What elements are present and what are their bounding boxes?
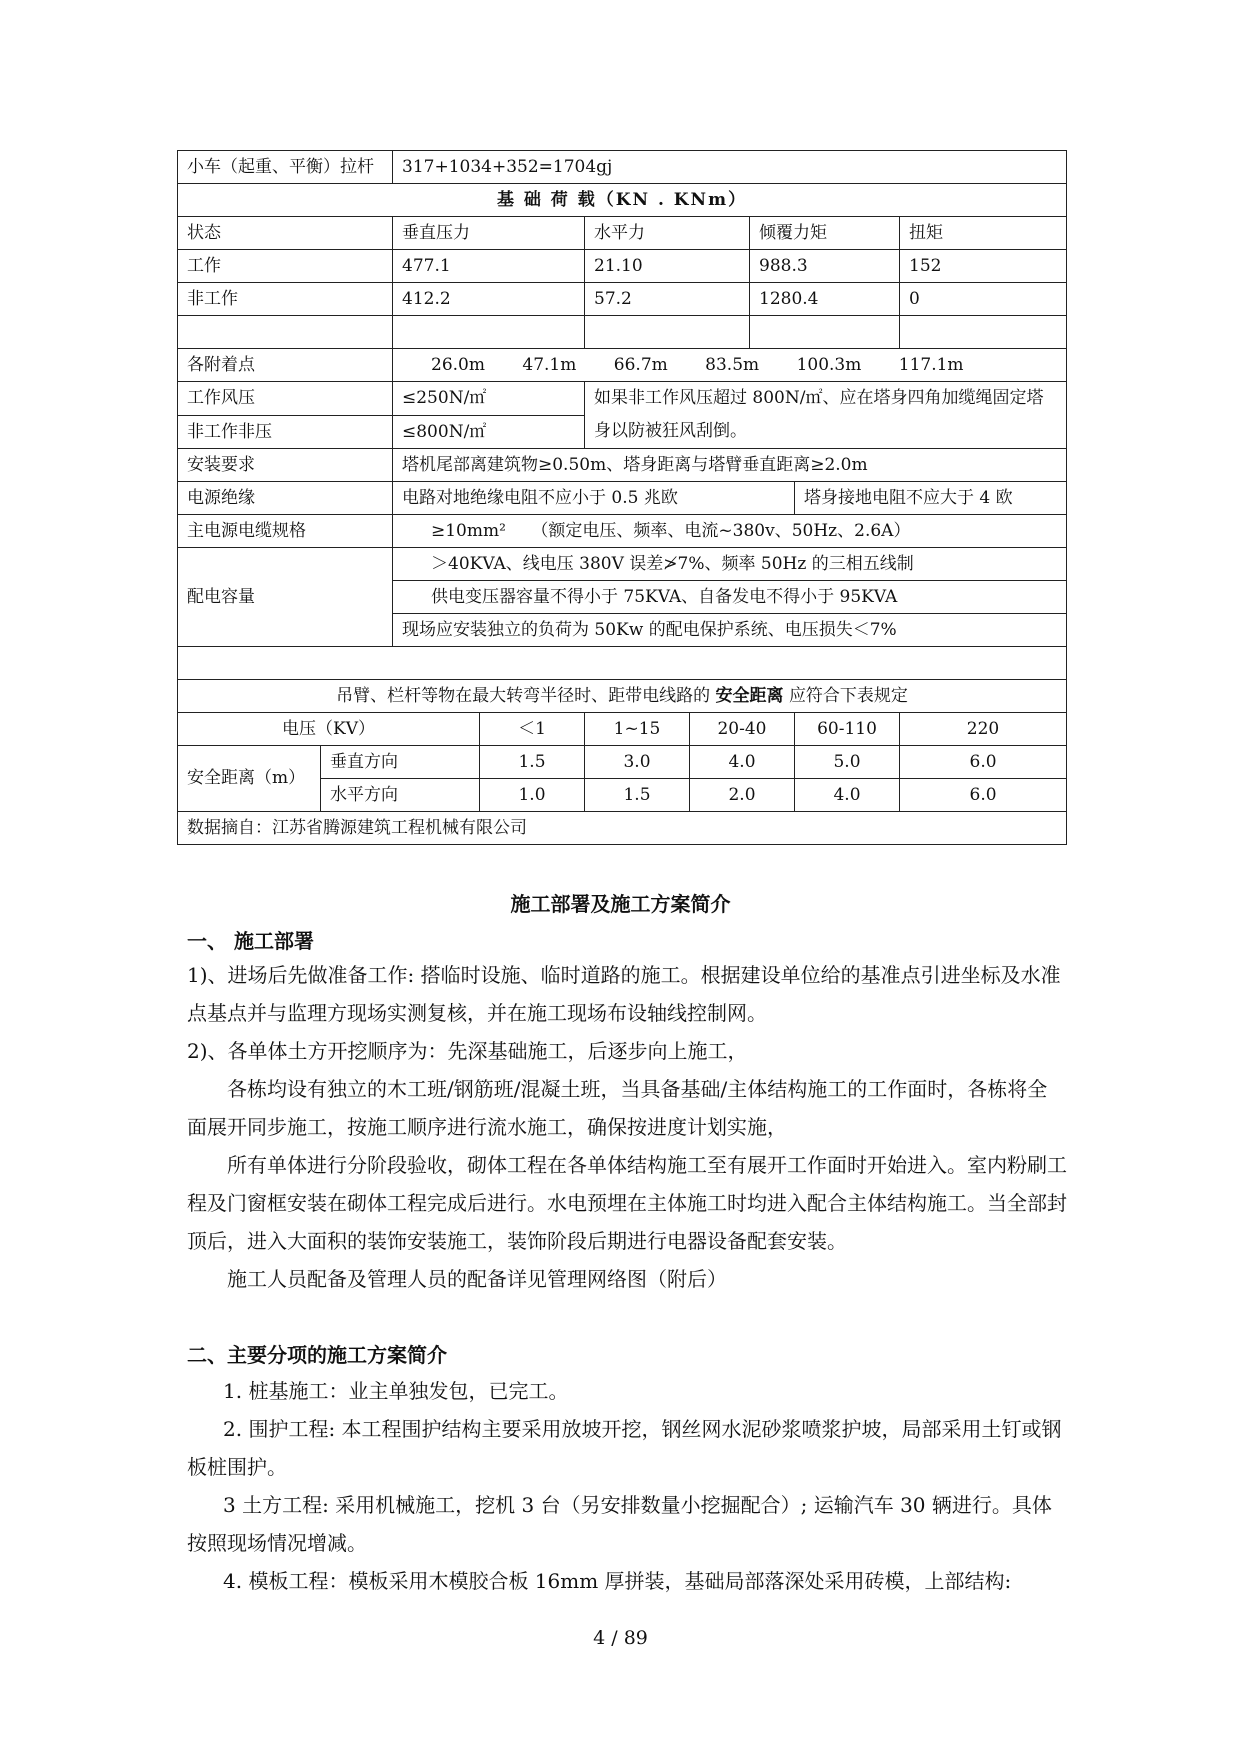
load-cell: 1280.4: [750, 283, 900, 316]
nonwork-wind-label: 非工作非压: [178, 415, 393, 449]
load-row: [178, 283, 1067, 316]
install-row: [178, 449, 1067, 482]
attach-point: 100.3m: [796, 354, 862, 375]
distance-cell: 2.0: [690, 779, 795, 812]
install-label: 安装要求: [178, 449, 393, 482]
load-header-cell: 水平力: [585, 217, 750, 250]
tower-crane-spec-table: [177, 150, 1067, 845]
distance-cell: 6.0: [900, 746, 1067, 779]
load-cell: 57.2: [585, 283, 750, 316]
table-row: [178, 184, 1067, 217]
safe-distance-label: 安全距离（m）: [178, 746, 321, 812]
power-line: ＞40KVA、线电压 380V 误差≯7%、频率 50Hz 的三相五线制: [393, 548, 1067, 581]
distance-cell: 1.0: [480, 779, 585, 812]
distance-cell: 1.5: [585, 779, 690, 812]
power-row: [178, 548, 1067, 581]
power-line: 供电变压器容量不得小于 75KVA、自备发电不得小于 95KVA: [393, 581, 1067, 614]
page-number: 4 / 89: [593, 1627, 648, 1649]
load-cell: 工作: [178, 250, 393, 283]
load-header-cell: 扭矩: [900, 217, 1067, 250]
attach-point: 83.5m: [705, 354, 760, 375]
safe-title-bold: 安全距离: [715, 685, 784, 706]
load-cell: 988.3: [750, 250, 900, 283]
power-label: 配电容量: [178, 548, 393, 647]
list-item: 3 土方工程: 采用机械施工，挖机 3 台（另安排数量小挖掘配合）; 运输汽车 30 辆进行。具体按照现场情况增减。: [187, 1493, 1052, 1555]
wind-note: 如果非工作风压超过 800N/㎡、应在塔身四角加缆绳固定塔身以防被狂风刮倒。: [585, 382, 1067, 449]
section-heading: 一、 施工部署: [187, 929, 314, 953]
distance-cell: 6.0: [900, 779, 1067, 812]
insulation-value: 电路对地绝缘电阻不应小于 0.5 兆欧: [393, 482, 795, 515]
vertical-distance-row: [178, 746, 1067, 779]
safe-distance-title: [178, 680, 1067, 713]
source-row: [178, 812, 1067, 845]
horizontal-label: 水平方向: [321, 779, 480, 812]
table-row: [178, 151, 1067, 184]
attach-points-label: 各附着点: [178, 349, 393, 382]
empty-row: [178, 647, 1067, 680]
wind-row: [178, 382, 1067, 416]
attach-points-values: [393, 349, 1067, 382]
method-list: [187, 1372, 1067, 1600]
distance-cell: 3.0: [585, 746, 690, 779]
attach-point: 26.0m: [431, 354, 485, 375]
section-heading: 二、主要分项的施工方案简介: [187, 1343, 447, 1367]
list-item: 1. 桩基施工：业主单独发包，已完工。: [223, 1379, 569, 1403]
voltage-cell: 20-40: [690, 713, 795, 746]
grounding-value: 塔身接地电阻不应大于 4 欧: [795, 482, 1067, 515]
vertical-label: 垂直方向: [321, 746, 480, 779]
doc-title: 施工部署及施工方案简介: [510, 892, 731, 916]
voltage-cell: ＜1: [480, 713, 585, 746]
distance-cell: 1.5: [480, 746, 585, 779]
attach-point: 47.1m: [522, 354, 577, 375]
distance-cell: 4.0: [795, 779, 900, 812]
attach-point: 117.1m: [898, 354, 964, 375]
insulation-row: [178, 482, 1067, 515]
insulation-label: 电源绝缘: [178, 482, 393, 515]
load-cell: 477.1: [393, 250, 585, 283]
load-header-row: [178, 217, 1067, 250]
load-cell: 0: [900, 283, 1067, 316]
paragraph: 所有单体进行分阶段验收，砌体工程在各单体结构施工至有展开工作面时开始进入。室内粉刷工程及门窗框安装在砌体工程完成后进行。水电预埋在主体施工时均进入配合主体结构施工。当全部封顶后，进入大面积的装饰安装施工，装饰阶段后期进行电器设备配套安装。: [187, 1153, 1067, 1253]
safe-distance-title-row: [178, 680, 1067, 713]
load-cell: 152: [900, 250, 1067, 283]
attach-point: 66.7m: [613, 354, 668, 375]
cable-row: [178, 515, 1067, 548]
install-value: 塔机尾部离建筑物≥0.50m、塔身距离与塔臂垂直距离≥2.0m: [393, 449, 1067, 482]
cable-value: ≥10mm² （额定电压、频率、电流~380v、50Hz、2.6A）: [393, 515, 1067, 548]
safe-title-pre: 吊臂、栏杆等物在最大转弯半径时、距带电线路的: [336, 685, 711, 706]
voltage-cell: 220: [900, 713, 1067, 746]
load-cell: 非工作: [178, 283, 393, 316]
load-cell: 21.10: [585, 250, 750, 283]
load-row: [178, 250, 1067, 283]
voltage-cell: 60-110: [795, 713, 900, 746]
nonwork-wind-value: ≤800N/㎡: [393, 415, 585, 449]
voltage-row: [178, 713, 1067, 746]
body-text: [187, 956, 1067, 1298]
voltage-cell: 1~15: [585, 713, 690, 746]
work-wind-label: 工作风压: [178, 382, 393, 416]
voltage-label: 电压（KV）: [178, 713, 480, 746]
empty-row: [178, 316, 1067, 349]
power-line: 现场应安装独立的负荷为 50Kw 的配电保护系统、电压损失＜7%: [393, 614, 1067, 647]
load-cell: 412.2: [393, 283, 585, 316]
list-item: 4. 模板工程：模板采用木模胶合板 16mm 厚拼装，基础局部落深处采用砖模，上部结构:: [223, 1569, 1012, 1593]
cable-label: 主电源电缆规格: [178, 515, 393, 548]
data-source: 数据摘自：江苏省腾源建筑工程机械有限公司: [178, 812, 1067, 845]
load-header-cell: 垂直压力: [393, 217, 585, 250]
attach-points-row: [178, 349, 1067, 382]
distance-cell: 4.0: [690, 746, 795, 779]
paragraph: 1)、进场后先做准备工作: 搭临时设施、临时道路的施工。根据建设单位给的基准点引进坐标及水准点基点并与监理方现场实测复核，并在施工现场布设轴线控制网。: [187, 963, 1061, 1025]
trolley-value: 317+1034+352=1704gj: [393, 151, 1067, 184]
paragraph: 施工人员配备及管理人员的配备详见管理网络图（附后）: [227, 1267, 727, 1291]
distance-cell: 5.0: [795, 746, 900, 779]
load-header-cell: 倾覆力矩: [750, 217, 900, 250]
foundation-load-title: 基 础 荷 载（KN . KNm）: [178, 184, 1067, 217]
paragraph: 各栋均设有独立的木工班/钢筋班/混凝土班，当具备基础/主体结构施工的工作面时，各栋将全面展开同步施工，按施工顺序进行流水施工，确保按进度计划实施，: [187, 1077, 1048, 1139]
load-header-cell: 状态: [178, 217, 393, 250]
trolley-label: 小车（起重、平衡）拉杆: [178, 151, 393, 184]
safe-title-post: 应符合下表规定: [788, 685, 908, 706]
list-item: 2. 围护工程: 本工程围护结构主要采用放坡开挖，钢丝网水泥砂浆喷浆护坡，局部采用土钉或钢板桩围护。: [187, 1417, 1062, 1479]
paragraph: 2)、各单体土方开挖顺序为：先深基础施工，后逐步向上施工，: [187, 1039, 748, 1063]
work-wind-value: ≤250N/㎡: [393, 382, 585, 416]
